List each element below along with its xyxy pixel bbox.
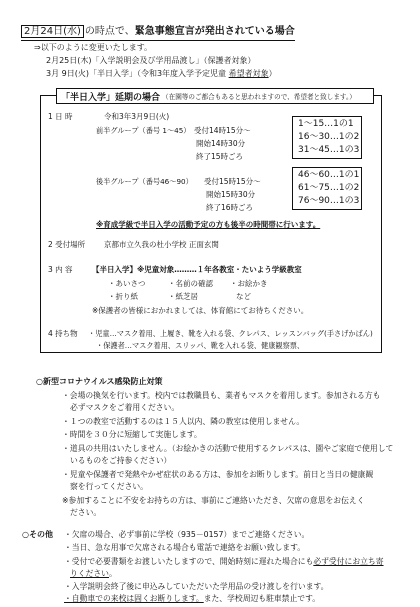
room-assignment: 76～90…1の3 xyxy=(298,196,360,206)
belongings-item: ・児童…マスク着用、上履き、靴を入れる袋、クレパス、レッスンバッグ(手さげかばん) xyxy=(88,329,373,338)
other-line xyxy=(64,594,320,604)
postponement-title: 「半日入学」延期の場合 xyxy=(61,92,161,103)
schedule-note: ※育成学級で半日入学の活動予定の方も後半の時間帯に行います。 xyxy=(96,220,321,229)
infection-control-line: ・会場の換気を行います。校内では教職員も、業者もマスクを着用します。参加される方も xyxy=(62,391,381,400)
group-name: 後半グループ（番号46～90） xyxy=(96,177,193,186)
event-item xyxy=(46,56,256,66)
room-assignment: 61～75…1の2 xyxy=(298,183,360,193)
group-time: 受付15時15分～ xyxy=(204,177,261,186)
other-heading: ○その他 xyxy=(22,530,53,539)
infection-control-line: 必ずマスクをご着用ください。 xyxy=(70,403,180,412)
other-line-emphasis: 必ず受付にお立ち寄 xyxy=(313,557,384,566)
change-lead: ⇒以下のように変更いたします。 xyxy=(34,43,153,52)
room-assignment-box xyxy=(292,167,362,210)
section-label-belongings: 4 持ち物 xyxy=(48,329,78,338)
postponement-title-bar xyxy=(56,88,374,104)
other-line-text: ・受付で必要書類をお渡しいたしますので、開始時刻に遅れた場合にも xyxy=(64,557,314,566)
infection-control-line: ・道具の共用はいたしません。（お絵かきの活動で使用するクレパスは、園やご家庭で使用して xyxy=(62,444,394,453)
activity-item: ・あいさつ xyxy=(108,279,146,288)
room-assignment-box xyxy=(292,116,362,159)
section-label-content: 3 内 容 xyxy=(48,265,73,274)
other-line-text: また、学校周辺も駐車禁止です。 xyxy=(203,594,321,603)
group-time: 開始14時30分 xyxy=(196,139,246,148)
belongings-item: ・保護者…マスク着用、スリッパ、靴を入れる袋、健康観察票、 xyxy=(96,341,305,350)
event-item-tail: ） xyxy=(268,69,277,78)
infection-control-line: ださい。 xyxy=(70,508,102,517)
activity-item: ・お絵かき xyxy=(230,279,268,288)
postponement-note: （在園等のご都合もあると思われますので、希望者と致します。） xyxy=(162,93,356,101)
event-item xyxy=(46,69,277,79)
headline-emphasis: 緊急事態宣言が発出されている場合 xyxy=(134,26,295,37)
headline-condition: の時点で、 xyxy=(84,26,135,37)
room-assignment: 31～45…1の3 xyxy=(298,145,360,155)
group-time: 受付14時15分～ xyxy=(194,126,251,135)
event-item-text: 2月25日(木)「入学説明会及び学用品渡し」（保護者対象） xyxy=(46,56,256,65)
parent-note: ※保護者の皆様におかれましては、体育館にてお待ちください。 xyxy=(92,306,309,315)
event-item-emphasis: 希望者対象 xyxy=(228,69,269,78)
schedule-date: 令和3年3月9日(火) xyxy=(104,112,170,121)
content-headline: 【半日入学】※児童対象………１年各教室・たいよう学級教室 xyxy=(92,265,302,274)
section-label-reception: 2 受付場所 xyxy=(48,240,86,249)
other-line xyxy=(64,530,309,540)
other-line xyxy=(70,569,117,579)
activity-item: ・紙芝居 xyxy=(168,292,198,301)
group-time: 終了16時ごろ xyxy=(206,203,254,212)
headline-date: 2月24日(水) xyxy=(21,25,84,38)
other-line xyxy=(64,582,328,592)
room-assignment: 16～30…1の2 xyxy=(298,132,360,142)
group-time: 開始15時30分 xyxy=(206,190,256,199)
infection-control-line: 察を行ってください。 xyxy=(70,482,148,491)
infection-control-line: ・児童や保護者で発熱やかぜ症状のある方は、参加をお断りします。前日と当日の健康観 xyxy=(62,470,374,479)
other-line-text: 。 xyxy=(108,569,117,578)
other-line-emphasis: ・自動車での来校は固くお断りします。 xyxy=(64,594,204,603)
reception-place: 京都市立久我の杜小学校 正面玄関 xyxy=(104,240,219,249)
infection-control-line: ・１つの教室で活動するのは１５人以内、隣の教室は使用しません。 xyxy=(62,417,305,426)
room-assignment: 1～15…1の1 xyxy=(298,119,354,129)
activity-item: など xyxy=(236,292,251,301)
other-line-text: ・当日、急な用事で欠席される場合も電話で連絡をお願い致します。 xyxy=(64,543,306,552)
other-line xyxy=(64,557,384,567)
room-assignment: 46～60…1の1 xyxy=(298,170,360,180)
activity-item: ・折り紙 xyxy=(108,292,138,301)
other-line xyxy=(64,543,305,553)
infection-control-line: いるものをご持参ください） xyxy=(70,456,172,465)
infection-control-heading: ○新型コロナウイルス感染防止対策 xyxy=(36,377,163,386)
group-time: 終了15時ごろ xyxy=(196,152,244,161)
group-name: 前半グループ（番号 1～45） xyxy=(96,126,191,135)
activity-item: ・名前の確認 xyxy=(168,279,213,288)
other-line-text: ・入学説明会終了後に申込みしていただいた学用品の受け渡しを行います。 xyxy=(64,582,329,591)
event-item-text: 3月 9日(火)「半日入学」（令和3年度入学予定児童 xyxy=(46,69,229,78)
other-line-emphasis: りください xyxy=(70,569,109,578)
infection-control-line: ・時間を３０分に短縮して実施します。 xyxy=(62,430,202,439)
headline xyxy=(21,26,295,41)
section-label-schedule: 1 日 時 xyxy=(48,112,73,121)
infection-control-line: ※参加することに不安をお持ちの方は、事前にご連絡いただき、欠席の意思をお伝えく xyxy=(62,496,365,505)
other-line-text: ・欠席の場合、必ず事前に学校（935－0157）までご連絡ください。 xyxy=(64,530,310,539)
